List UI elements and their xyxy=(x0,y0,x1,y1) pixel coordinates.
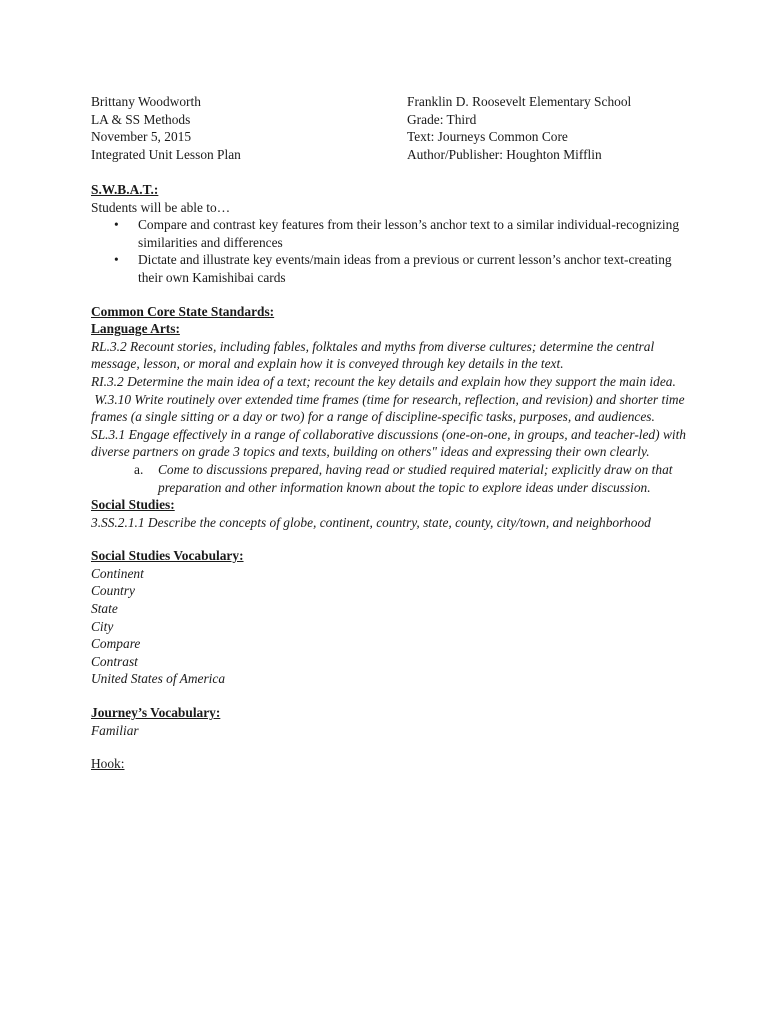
document-header xyxy=(91,93,691,165)
spacer xyxy=(91,739,691,755)
social-studies-heading: Social Studies: xyxy=(91,497,175,513)
sub-item-marker: a. xyxy=(134,461,144,477)
social-studies-vocabulary-section xyxy=(91,547,691,688)
standard-item: 3.SS.2.1.1 Describe the concepts of globe, continent, country, state, county, city/town, and neighborhood xyxy=(91,514,651,530)
standard-sub-item xyxy=(91,461,691,496)
standard-item: W.3.10 Write routinely over extended time frames (time for research, reflection, and revision) and shorter time frames (a single sitting or a day or two) for a range of discipline-specific tasks, purposes, and audiences. xyxy=(91,391,688,425)
vocabulary-word: United States of America xyxy=(91,671,226,687)
language-arts-heading: Language Arts: xyxy=(91,321,180,337)
header-left-column xyxy=(91,93,241,163)
bullet-icon: • xyxy=(114,217,119,233)
swbat-objective: Dictate and illustrate key events/main ideas from a previous or current lesson’s anchor text-creating their own Kamishibai cards xyxy=(138,252,672,285)
spacer xyxy=(91,531,691,547)
spacer xyxy=(91,287,691,303)
swbat-intro: Students will be able to… xyxy=(91,199,231,215)
journeys-vocabulary-heading: Journey’s Vocabulary: xyxy=(91,705,221,721)
spacer xyxy=(91,165,691,181)
grade-level: Grade: Third xyxy=(407,111,477,127)
swbat-bullet-list xyxy=(91,216,691,286)
vocabulary-word: Country xyxy=(91,583,135,599)
standards-heading: Common Core State Standards: xyxy=(91,303,275,319)
publisher: Author/Publisher: Houghton Mifflin xyxy=(407,146,602,162)
vocabulary-word: Contrast xyxy=(91,653,138,669)
vocabulary-word: Continent xyxy=(91,565,144,581)
standard-item: RL.3.2 Recount stories, including fables, folktales and myths from diverse cultures; determine the central message, lesson, or moral and explain how it is conveyed through key details in the text. xyxy=(91,338,655,372)
vocabulary-word: Familiar xyxy=(91,722,139,738)
standards-section xyxy=(91,303,691,532)
course-name: LA & SS Methods xyxy=(91,111,191,127)
list-item xyxy=(91,216,691,251)
sub-item-text: Come to discussions prepared, having read or studied required material; explicitly draw on that preparation and other information known about the topic to explore ideas under discussion. xyxy=(158,461,673,495)
standard-item: RI.3.2 Determine the main idea of a text; recount the key details and explain how they support the main idea. xyxy=(91,373,676,389)
lesson-plan-document xyxy=(91,93,691,773)
spacer xyxy=(91,688,691,704)
school-name: Franklin D. Roosevelt Elementary School xyxy=(407,94,632,109)
vocabulary-word: City xyxy=(91,618,114,634)
ss-vocabulary-heading: Social Studies Vocabulary: xyxy=(91,548,244,564)
list-item xyxy=(91,251,691,286)
document-type: Integrated Unit Lesson Plan xyxy=(91,146,241,162)
document-date: November 5, 2015 xyxy=(91,129,192,145)
vocabulary-word: State xyxy=(91,601,118,617)
swbat-heading: S.W.B.A.T.: xyxy=(91,182,159,197)
swbat-objective: Compare and contrast key features from their lesson’s anchor text to a similar individual-recognizing similarities and differences xyxy=(138,217,680,250)
vocabulary-word: Compare xyxy=(91,636,141,652)
hook-section xyxy=(91,755,691,773)
header-right-column xyxy=(407,93,631,163)
swbat-section xyxy=(91,181,691,287)
bullet-icon: • xyxy=(114,252,119,268)
journeys-vocabulary-section xyxy=(91,704,691,739)
standard-item: SL.3.1 Engage effectively in a range of collaborative discussions (one-on-one, in groups, and teacher-led) with diverse partners on grade 3 topics and texts, building on others" ideas and expressing their own clearly. xyxy=(91,426,687,460)
author-name: Brittany Woodworth xyxy=(91,94,201,109)
text-title: Text: Journeys Common Core xyxy=(407,129,568,145)
hook-heading: Hook: xyxy=(91,756,125,772)
